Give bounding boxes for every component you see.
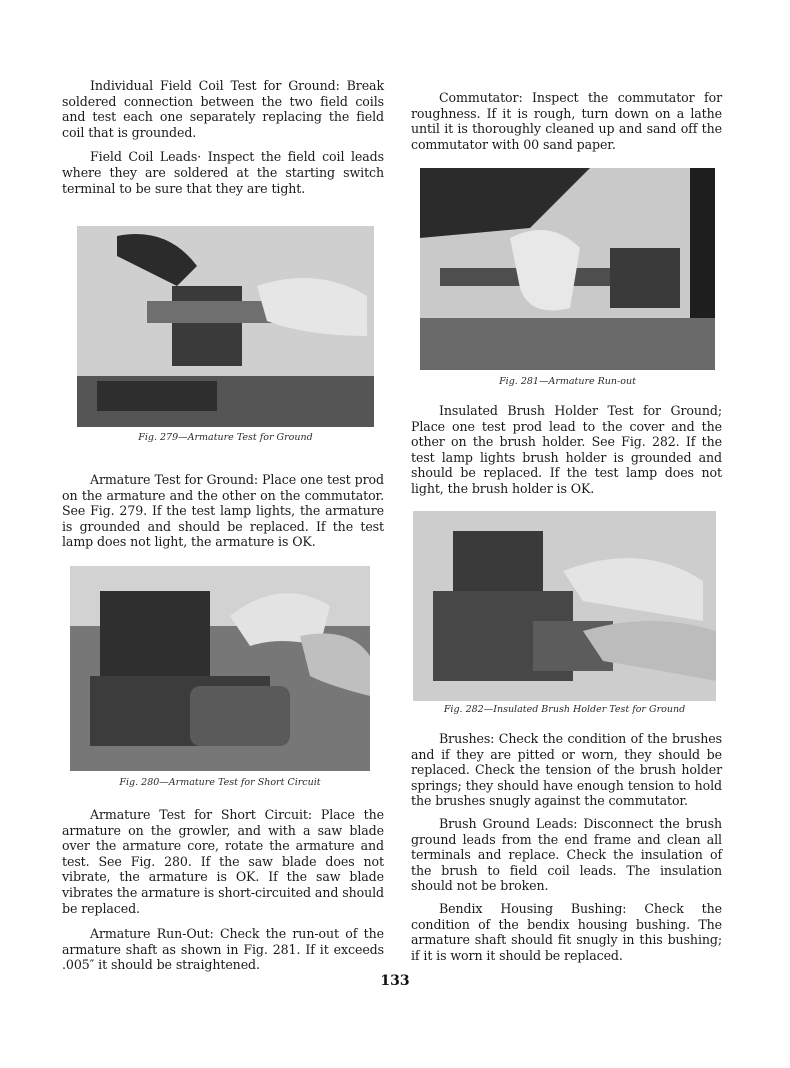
paragraph-armature-short: Armature Test for Short Circuit: Place the armature on the growler, and with a saw blade over the armature core, rotate the armature and test. See Fig. 280. If the saw blade does not vibrate, the armature is OK. If the saw blade vibrates the armature is short-circuited and should be replaced. [62, 807, 384, 916]
figure-282-caption: Fig. 282—Insulated Brush Holder Test for Ground [443, 704, 686, 715]
figure-281-caption: Fig. 281—Armature Run-out [499, 376, 636, 387]
figure-281-photo [420, 168, 715, 370]
left-column-middle [62, 472, 384, 550]
paragraph-armature-runout: Armature Run-Out: Check the run-out of the armature shaft as shown in Fig. 281. If it exceeds .005″ it should be straightened. [62, 926, 384, 973]
right-column-middle [411, 403, 722, 497]
paragraph-field-coil-leads: Field Coil Leads· Inspect the field coil leads where they are soldered at the starting switch terminal to be sure that they are tight. [62, 149, 384, 196]
paragraph-brush-holder: Insulated Brush Holder Test for Ground; Place one test prod lead to the cover and the other on the brush holder. See Fig. 282. If the test lamp lights brush holder is grounded and should be replaced. If the test lamp does not light, the brush holder is OK. [411, 403, 722, 496]
armature-ground-test-illustration [77, 226, 374, 427]
figure-279-caption: Fig. 279—Armature Test for Ground [138, 432, 313, 443]
right-column-top [411, 90, 722, 152]
page-number: 133 [380, 973, 410, 989]
armature-short-circuit-test-illustration [70, 566, 370, 771]
paragraph-bendix-housing-bushing: Bendix Housing Bushing: Check the condition of the bendix housing bushing. The armature shaft should fit snugly in this bushing; if it is worn it should be replaced. [411, 900, 722, 963]
paragraph-commutator: Commutator: Inspect the commutator for roughness. If it is rough, turn down on a lathe until it is thoroughly cleaned up and sand off the commutator with 00 sand paper. [411, 90, 722, 152]
figure-282-photo [413, 511, 716, 701]
armature-runout-illustration [420, 168, 715, 370]
paragraph-brush-ground-leads: Brush Ground Leads: Disconnect the brush ground leads from the end frame and clean all terminals and replace. Check the insulation of the brush to field coil leads. The insulation should not be broken. [411, 815, 722, 894]
paragraph-armature-ground: Armature Test for Ground: Place one test prod on the armature and the other on the commutator. See Fig. 279. If the test lamp lights, the armature is grounded and should be replaced. If the test lamp does not light, the armature is OK. [62, 472, 384, 550]
brush-holder-ground-test-illustration [413, 511, 716, 701]
left-column-bottom [62, 807, 384, 973]
figure-280-photo [70, 566, 370, 771]
right-column-bottom [411, 731, 722, 963]
figure-280-caption: Fig. 280—Armature Test for Short Circuit [119, 777, 321, 788]
left-column-top [62, 78, 384, 196]
figure-279-photo [77, 226, 374, 427]
paragraph-field-coil-ground: Individual Field Coil Test for Ground: Break soldered connection between the two field coils and test each one separately replacing the field coil that is grounded. [62, 78, 384, 140]
paragraph-brushes: Brushes: Check the condition of the brushes and if they are pitted or worn, they should be replaced. Check the tension of the brush holder springs; they should have enough tension to hold the brushes snugly against the commutator. [411, 731, 722, 809]
